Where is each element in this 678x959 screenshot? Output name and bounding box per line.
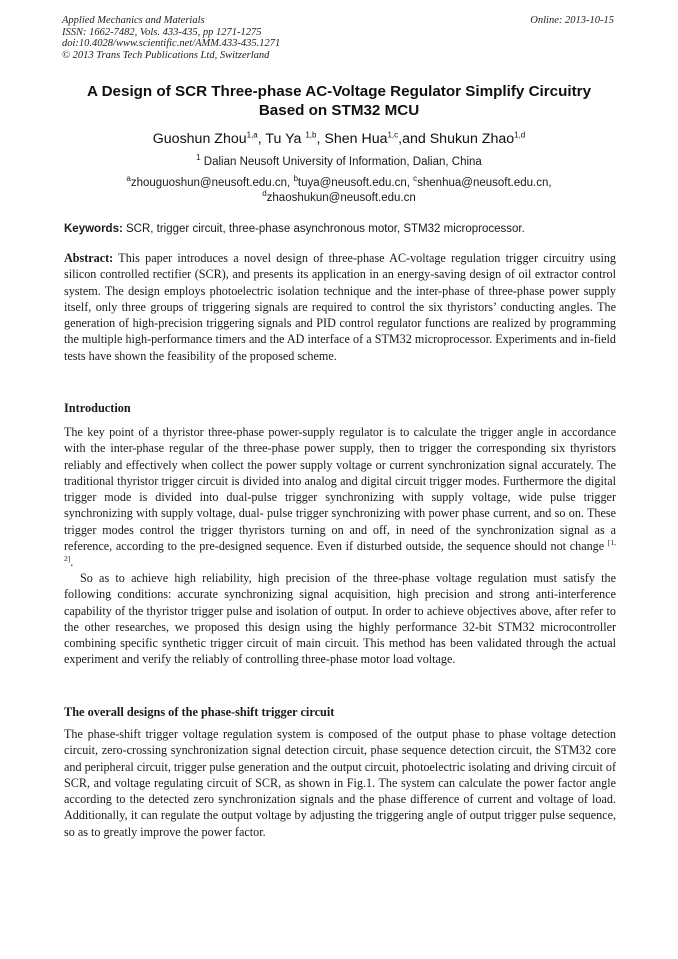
affiliation	[40, 153, 638, 168]
affiliation-text: Dalian Neusoft University of Information, Dalian, China	[200, 156, 482, 168]
email-link[interactable]: shenhua@neusoft.edu.cn,	[417, 177, 552, 189]
keywords-text: SCR, trigger circuit, three-phase asynchronous motor, STM32 microprocessor.	[122, 223, 525, 235]
author-affil-mark: 1,d	[514, 130, 526, 140]
author-name: Tu Ya	[265, 131, 306, 147]
author-name: and Shukun Zhao	[402, 131, 515, 147]
author-name: Guoshun Zhou	[152, 131, 247, 147]
keywords-label: Keywords:	[64, 223, 123, 235]
author-separator: ,	[257, 131, 266, 147]
author-separator: ,	[398, 131, 403, 147]
abstract-text: This paper introduces a novel design of three-phase AC-voltage regulation trigger circuitry using silicon controlled rectifier (SCR), and presents its application in an energy-saving design of oil extractor control system. The design employs photoelectric isolation technique and the inter-phase of three-phase power supply itself, only three groups of triggering signals are required to control the six thyristors’ conducting angles. The generation of high-precision triggering signals and PID control regulator functions are realized by programming the multiple high-performance timers and the AD interface of a STM32 microprocessor. Experiments and in-field tests have shown the feasibility of the proposed scheme.	[64, 251, 616, 363]
email-link[interactable]: zhaoshukun@neusoft.edu.cn	[266, 192, 416, 204]
intro-p1-text: The key point of a thyristor three-phase power-supply regulator is to calculate the trigger angle in accordance with the inter-phase regular of the three-phase power supply, then to trigger the corresponding six thyristors reliably and effectively when collect the power supply voltage or current synchronization signal accurately. The traditional thyristor trigger circuit is divided into analog and digital circuit trigger modes. Furthermore the digital trigger mode is divided into dual-pulse trigger synchronizing with supply voltage, wide pulse trigger synchronizing with supply voltage, dual- pulse trigger synchronizing with power phase current, and so on. These trigger modes control the trigger thyristors turning on and off, in need of the synchronization signal as a reference, according to the pre-designed sequence. Even if disturbed outside, the sequence should not change	[64, 425, 616, 554]
email-mark: b	[293, 174, 298, 184]
affiliation-mark: 1	[196, 153, 201, 163]
title-line-1: A Design of SCR Three-phase AC-Voltage Regulator Simplify Circuitry	[86, 83, 592, 100]
intro-paragraph-1	[64, 424, 616, 571]
online-date: Online: 2013-10-15	[530, 15, 614, 26]
intro-paragraph-2: So as to achieve high reliability, high precision of the three-phase voltage regulation must satisfy the following conditions: accurate synchronizing signal acquisition, high precision and strong anti-interference capability of the thyristor trigger pulse and isolation of output. In order to achieve objectives above, after refer to the other researches, we proposed this design using the highly performance 32-bit STM32 microcontroller combining specific synthetic trigger circuit of main circuit. This method has been validated through the actual experiment and verify the reliably of controlling three-phase motor load voltage.	[64, 571, 616, 667]
issn-line: ISSN: 1662-7482, Vols. 433-435, pp 1271-1275	[62, 26, 262, 38]
email-mark: a	[126, 174, 131, 184]
email-link[interactable]: zhouguoshun@neusoft.edu.cn,	[130, 177, 294, 189]
intro-p1-end: .	[70, 555, 74, 570]
doi-line: doi:10.4028/www.scientific.net/AMM.433-435.1271	[62, 38, 281, 49]
abstract-paragraph	[64, 250, 616, 364]
author-emails	[40, 176, 638, 206]
paper-title	[40, 82, 638, 120]
title-line-2: Based on STM32 MCU	[258, 102, 420, 119]
overall-paragraph-1: The phase-shift trigger voltage regulation system is composed of the output phase to phase voltage detection circuit, zero-crossing synchronization signal detection circuit, phase sequence detection circuit, the STM32 core and peripheral circuit, trigger pulse generation and the output circuit, photoelectric isolating and driving circuit of SCR, and voltage regulating circuit of SCR, as shown in Fig.1. The system can calculate the power factor angle according to the detected zero synchronization signals and the phase difference of current and voltage of load. Additionally, it can regulate the output voltage by adjusting the triggering angle of output trigger pulse sequence, so as to greatly improve the power factor.	[64, 727, 616, 839]
journal-name: Applied Mechanics and Materials	[62, 15, 205, 26]
email-mark: c	[413, 174, 418, 184]
author-affil-mark: 1,c	[387, 130, 399, 140]
email-mark: d	[262, 189, 267, 199]
section-heading-overall-design: The overall designs of the phase-shift trigger circuit	[64, 705, 335, 719]
author-list	[40, 131, 638, 147]
author-name: Shen Hua	[324, 131, 388, 147]
copyright-line: © 2013 Trans Tech Publications Ltd, Switzerland	[62, 49, 270, 61]
author-separator: ,	[316, 131, 325, 147]
author-affil-mark: 1,a	[246, 130, 258, 140]
section-heading-introduction: Introduction	[64, 401, 131, 415]
abstract-label: Abstract:	[64, 251, 114, 265]
email-link[interactable]: tuya@neusoft.edu.cn,	[297, 177, 414, 189]
keywords-line	[64, 223, 616, 235]
author-affil-mark: 1,b	[305, 130, 317, 140]
citation-ref[interactable]: [1, 2]	[64, 538, 616, 564]
journal-header	[62, 15, 280, 61]
